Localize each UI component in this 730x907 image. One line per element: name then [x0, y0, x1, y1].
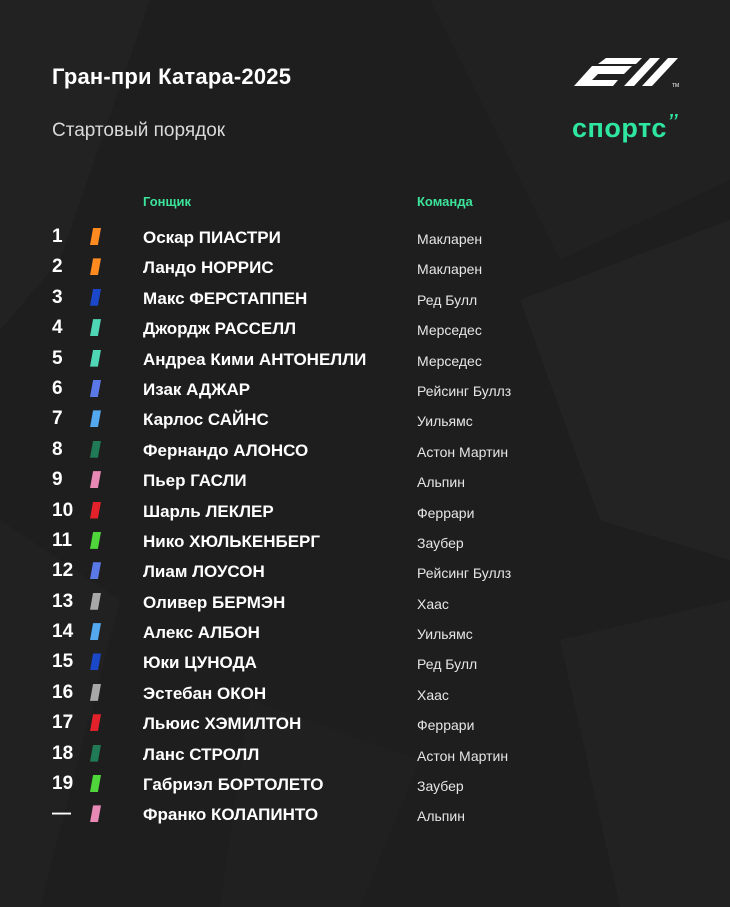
grid-position: 15: [52, 651, 74, 673]
driver-name: Оливер БЕРМЭН: [143, 592, 286, 612]
grid-position: 5: [52, 347, 63, 369]
driver-name: Пьер ГАСЛИ: [143, 471, 247, 491]
team-color-marker: [90, 623, 101, 640]
grid-row: [0, 465, 730, 495]
grid-position: 4: [52, 317, 63, 339]
grid-position: 16: [52, 681, 74, 703]
team-color-marker: [90, 684, 101, 701]
sports-logo-ticks: ’’: [667, 111, 679, 131]
driver-name: Нико ХЮЛЬКЕНБЕРГ: [143, 531, 321, 551]
grid-row: [0, 647, 730, 677]
svg-text:TM: TM: [672, 83, 680, 88]
team-name: Мерседес: [417, 352, 482, 369]
driver-column-header: Гонщик: [143, 194, 191, 209]
grid-row: [0, 617, 730, 647]
driver-name: Габриэл БОРТОЛЕТО: [143, 775, 324, 795]
grid-row: [0, 435, 730, 465]
sports-logo-text: спортс: [572, 113, 667, 143]
team-name: Ред Булл: [417, 291, 478, 308]
driver-name: Эстебан ОКОН: [143, 683, 267, 703]
grid-row: [0, 222, 730, 252]
grid-row: [0, 313, 730, 343]
team-name: Заубер: [417, 778, 464, 795]
team-name: Астон Мартин: [417, 443, 509, 460]
page-title: Гран-при Катара-2025: [52, 64, 292, 89]
grid-position: 14: [52, 621, 74, 643]
team-color-marker: [90, 532, 101, 549]
grid-position: 19: [52, 773, 74, 795]
team-name: Рейсинг Буллз: [417, 382, 512, 399]
grid-row: [0, 404, 730, 434]
team-color-marker: [90, 562, 101, 579]
grid-position: 9: [52, 469, 63, 491]
grid-position: 3: [52, 286, 63, 308]
grid-row: [0, 587, 730, 617]
team-color-marker: [90, 805, 101, 822]
grid-row: [0, 374, 730, 404]
driver-name: Ландо НОРРИС: [143, 258, 274, 278]
team-name: Заубер: [417, 534, 464, 551]
grid-row: [0, 526, 730, 556]
team-name: Ред Булл: [417, 656, 478, 673]
driver-name: Юки ЦУНОДА: [143, 653, 257, 673]
team-name: Альпин: [417, 474, 465, 491]
grid-position: 7: [52, 408, 63, 430]
team-name: Макларен: [417, 231, 483, 247]
team-color-marker: [90, 228, 101, 245]
f1-logo: [572, 58, 680, 88]
grid-position: 18: [52, 742, 74, 764]
team-name: Астон Мартин: [417, 747, 509, 764]
team-name: Альпин: [417, 808, 465, 825]
team-color-marker: [90, 289, 101, 306]
team-color-marker: [90, 319, 101, 336]
driver-name: Алекс АЛБОН: [143, 623, 260, 643]
page-subtitle: Стартовый порядок: [52, 120, 226, 141]
grid-row: [0, 344, 730, 374]
team-color-marker: [90, 350, 101, 367]
grid-position: 6: [52, 377, 63, 399]
driver-name: Макс ФЕРСТАППЕН: [143, 288, 308, 308]
driver-name: Шарль ЛЕКЛЕР: [143, 501, 274, 521]
grid-row: [0, 708, 730, 738]
grid-position: 8: [52, 438, 63, 460]
grid-position: 2: [52, 256, 63, 278]
grid-position: 12: [52, 560, 74, 582]
team-color-marker: [90, 502, 101, 519]
grid-row: [0, 556, 730, 586]
sports-logo: [572, 113, 678, 144]
grid-position: 11: [52, 529, 73, 551]
team-name: Хаас: [417, 686, 449, 703]
grid-position: 13: [52, 590, 74, 612]
driver-name: Оскар ПИАСТРИ: [143, 228, 281, 247]
team-name: Хаас: [417, 595, 449, 612]
team-color-marker: [90, 441, 101, 458]
grid-position: 17: [52, 712, 74, 734]
driver-name: Андреа Кими АНТОНЕЛЛИ: [143, 349, 367, 369]
starting-grid-list: [0, 222, 730, 830]
team-name: Уильямс: [417, 626, 473, 643]
grid-position: 1: [52, 226, 63, 247]
grid-position: —: [52, 803, 71, 825]
grid-row: [0, 739, 730, 769]
team-name: Феррари: [417, 717, 475, 734]
team-name: Мерседес: [417, 322, 482, 339]
grid-row: [0, 678, 730, 708]
team-color-marker: [90, 258, 101, 275]
team-color-marker: [90, 593, 101, 610]
driver-name: Ланс СТРОЛЛ: [143, 744, 260, 764]
team-color-marker: [90, 410, 101, 427]
team-color-marker: [90, 380, 101, 397]
grid-row: [0, 252, 730, 282]
team-color-marker: [90, 714, 101, 731]
driver-name: Франко КОЛАПИНТО: [143, 805, 319, 825]
team-color-marker: [90, 471, 101, 488]
grid-row: [0, 769, 730, 799]
team-color-marker: [90, 653, 101, 670]
grid-row: [0, 496, 730, 526]
team-name: Макларен: [417, 261, 483, 278]
team-color-marker: [90, 775, 101, 792]
driver-name: Изак АДЖАР: [143, 379, 251, 399]
driver-name: Джордж РАССЕЛЛ: [143, 319, 297, 339]
grid-position: 10: [52, 499, 74, 521]
driver-name: Льюис ХЭМИЛТОН: [143, 714, 302, 734]
team-color-marker: [90, 745, 101, 762]
grid-row: [0, 799, 730, 829]
driver-name: Лиам ЛОУСОН: [143, 562, 265, 582]
team-column-header: Команда: [417, 194, 473, 209]
grid-row: [0, 283, 730, 313]
team-name: Рейсинг Буллз: [417, 565, 512, 582]
driver-name: Карлос САЙНС: [143, 410, 269, 430]
team-name: Уильямс: [417, 413, 473, 430]
driver-name: Фернандо АЛОНСО: [143, 440, 309, 460]
team-name: Феррари: [417, 504, 475, 521]
